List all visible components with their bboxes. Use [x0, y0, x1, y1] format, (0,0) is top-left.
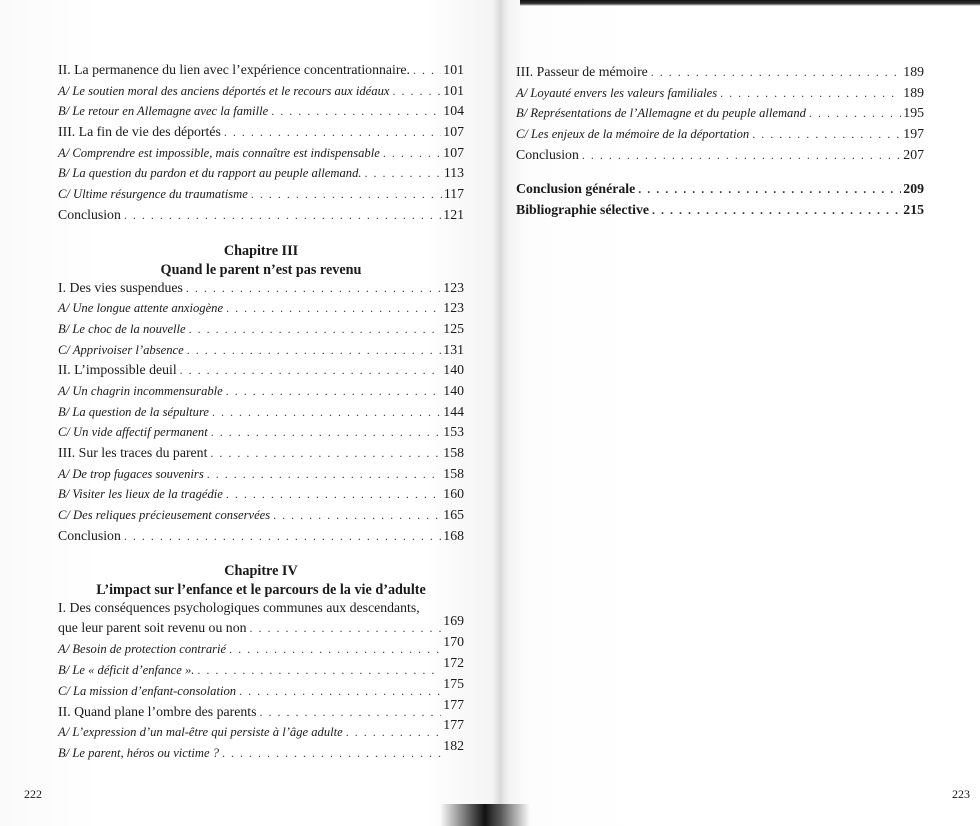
toc-back-matter [516, 181, 924, 222]
page-number: 101 [443, 82, 464, 98]
dot-leader [346, 725, 442, 740]
toc-entry [58, 300, 464, 321]
chapter-4-label: Chapitre IV [224, 563, 298, 580]
page-number: 160 [443, 486, 464, 502]
page-number: 140 [443, 362, 464, 378]
page-number: 169 [443, 613, 464, 629]
left-toc [58, 62, 464, 766]
page-number: 182 [443, 737, 464, 753]
entry-title: Conclusion [58, 527, 121, 543]
entry-title: A/ L’expression d’un mal-être qui persiste à l’âge adulte [58, 725, 343, 740]
entry-title: Conclusion générale [516, 181, 636, 197]
toc-entry [58, 507, 464, 528]
dot-leader [180, 363, 442, 378]
toc-entry [516, 105, 924, 126]
page-number: 207 [903, 146, 924, 162]
dot-leader [186, 281, 441, 296]
page-number: 140 [443, 382, 464, 398]
toc-entry [58, 280, 464, 301]
entry-title: B/ Le choc de la nouvelle [58, 321, 186, 336]
toc-entry [58, 165, 464, 186]
entry-title: B/ La question de la sépulture [58, 404, 209, 419]
dot-leader [210, 446, 441, 461]
dot-leader [239, 684, 441, 699]
toc-entry [58, 124, 464, 145]
dot-leader [392, 84, 441, 99]
page-number: 189 [903, 64, 924, 79]
entry-title: B/ La question du pardon et du rapport au peuple allemand. [58, 166, 362, 181]
toc-entry [58, 424, 464, 445]
entry-title: C/ La mission d’enfant-consolation [58, 683, 237, 698]
entry-title: B/ Visiter les lieux de la tragédie [58, 487, 223, 502]
toc-entry [58, 404, 464, 425]
dot-leader [187, 343, 442, 358]
entry-title: II. Quand plane l’ombre des parents [58, 703, 257, 719]
toc-entry [58, 62, 464, 83]
toc-entry [516, 85, 924, 106]
entry-title: A/ Une longue attente anxiogène [58, 301, 224, 316]
dot-leader [229, 642, 441, 657]
dot-leader [720, 86, 901, 101]
dot-leader [273, 508, 441, 523]
toc-entry-multiline-first: I. Des conséquences psychologiques communes aux descendants, [58, 600, 420, 616]
entry-title: A/ De trop fugaces souvenirs [58, 466, 204, 481]
toc-entry [58, 466, 464, 487]
page-number: 107 [443, 144, 464, 160]
right-page [500, 0, 980, 826]
toc-entry [58, 486, 464, 507]
toc-entry [58, 145, 464, 166]
entry-title: B/ Représentations de l’Allemagne et du peuple allemand [516, 106, 806, 121]
toc-entry-multiline-cont: que leur parent soit revenu ou non . . . 169 [58, 620, 464, 641]
dot-leader [224, 125, 441, 140]
toc-entry [58, 186, 464, 207]
chapter-4-entries [58, 634, 464, 765]
dot-leader [752, 127, 901, 142]
chapter-3-entries [58, 280, 464, 549]
toc-entry [58, 342, 464, 363]
page-number: 113 [443, 165, 464, 181]
page-number: 101 [443, 62, 464, 77]
entry-title: Conclusion [516, 146, 579, 162]
dot-leader [651, 65, 902, 80]
entry-title: III. Passeur de mémoire [516, 64, 648, 79]
page-number: 158 [443, 465, 464, 481]
toc-entry [58, 362, 464, 383]
book-gutter-shadow [492, 0, 510, 826]
dot-leader [259, 705, 441, 720]
page-number: 172 [443, 655, 464, 671]
dot-leader [207, 467, 442, 482]
dot-leader [124, 529, 441, 544]
right-toc [516, 64, 924, 223]
entry-title: C/ Ultime résurgence du traumatisme [58, 187, 248, 202]
entry-title: Conclusion [58, 206, 121, 222]
toc-entry [58, 321, 464, 342]
page-number: 104 [443, 103, 464, 119]
page-number: 131 [443, 341, 464, 357]
entry-title: II. La permanence du lien avec l’expérience concentrationnaire. [58, 62, 411, 77]
dot-leader [251, 187, 442, 202]
toc-entry [58, 383, 464, 404]
dot-leader [226, 487, 441, 502]
entry-title: A/ Comprendre est impossible, mais connaître est indispensable [58, 145, 380, 160]
dot-leader [271, 104, 441, 119]
toc-section-continuation [58, 62, 464, 228]
page-number: 170 [443, 634, 464, 650]
toc-entry [58, 675, 464, 704]
page-folio-left: 222 [24, 787, 42, 801]
entry-title: A/ Le soutien moral des anciens déportés et le recours aux idéaux [58, 83, 390, 98]
toc-entry [516, 147, 924, 168]
chapter-3-title: Quand le parent n’est pas revenu [160, 261, 362, 278]
page-number: 117 [443, 186, 464, 202]
dot-leader [124, 208, 441, 223]
page-number: 107 [443, 124, 464, 140]
toc-entry [58, 83, 464, 104]
entry-title: A/ Loyauté envers les valeurs familiales [516, 85, 718, 100]
dot-leader [226, 384, 442, 399]
page-number: 125 [443, 320, 464, 336]
toc-section-end [516, 64, 924, 167]
page-number: 165 [443, 507, 464, 523]
chapter-3-label: Chapitre III [223, 242, 299, 259]
entry-title: Bibliographie sélective [516, 202, 649, 218]
page-folio-right: 223 [952, 787, 970, 801]
entry-title: C/ Un vide affectif permanent [58, 425, 208, 440]
entry-title: III. Sur les traces du parent [58, 445, 208, 460]
dot-leader [212, 405, 441, 420]
page-number: 123 [443, 279, 464, 295]
dot-leader [413, 63, 441, 78]
toc-entry [58, 634, 464, 662]
toc-entry [516, 64, 924, 85]
page-number: 209 [903, 181, 924, 197]
toc-entry [58, 737, 464, 766]
page-number: 168 [443, 527, 464, 543]
toc-entry [58, 655, 464, 683]
entry-title: III. La fin de vie des déportés [58, 124, 221, 140]
page-number: 215 [903, 202, 924, 218]
toc-entry [58, 103, 464, 124]
toc-entry [58, 717, 464, 745]
dot-leader [226, 301, 441, 316]
dot-leader [383, 146, 441, 161]
entry-title: B/ Le retour en Allemagne avec la famille [58, 104, 269, 119]
page-number: 197 [903, 126, 924, 142]
dot-leader [809, 106, 901, 121]
page-number: 158 [443, 445, 464, 460]
page-number: 177 [443, 717, 464, 733]
page-number: 144 [443, 403, 464, 419]
dot-leader [197, 663, 441, 678]
page-number: 189 [903, 84, 924, 100]
dot-leader [652, 203, 901, 218]
toc-entry [58, 445, 464, 466]
page-number: 177 [443, 696, 464, 712]
page-number: 123 [443, 300, 464, 316]
toc-entry [516, 126, 924, 147]
entry-title: A/ Un chagrin incommensurable [58, 383, 223, 398]
toc-entry [516, 181, 924, 202]
entry-title: B/ Le parent, héros ou victime ? [58, 745, 220, 760]
entry-title: II. L’impossible deuil [58, 362, 177, 378]
chapter-4-title: L’impact sur l’enfance et le parcours de la vie d’adulte [96, 582, 426, 599]
scan-edge-top [520, 0, 980, 6]
dot-leader [211, 425, 442, 440]
page-number: 153 [443, 424, 464, 440]
entry-title: B/ Le « déficit d’enfance ». [58, 663, 195, 678]
page-number: 121 [443, 206, 464, 222]
entry-title: C/ Apprivoiser l’absence [58, 342, 184, 357]
entry-title: A/ Besoin de protection contrarié [58, 642, 227, 657]
page-number: 175 [443, 675, 464, 691]
toc-entry [58, 696, 464, 725]
dot-leader [638, 182, 901, 197]
dot-leader [582, 148, 901, 163]
toc-entry [58, 207, 464, 228]
toc-entry [58, 528, 464, 549]
entry-title: I. Des vies suspendues [58, 279, 183, 295]
page-number: 195 [903, 105, 924, 121]
toc-entry [516, 202, 924, 223]
entry-title: C/ Des reliques précieusement conservées [58, 508, 271, 523]
scan-edge-bottom [440, 804, 530, 826]
dot-leader [222, 746, 441, 761]
dot-leader [189, 322, 442, 337]
dot-leader [365, 166, 442, 181]
entry-title: C/ Les enjeux de la mémoire de la déportation [516, 127, 750, 142]
